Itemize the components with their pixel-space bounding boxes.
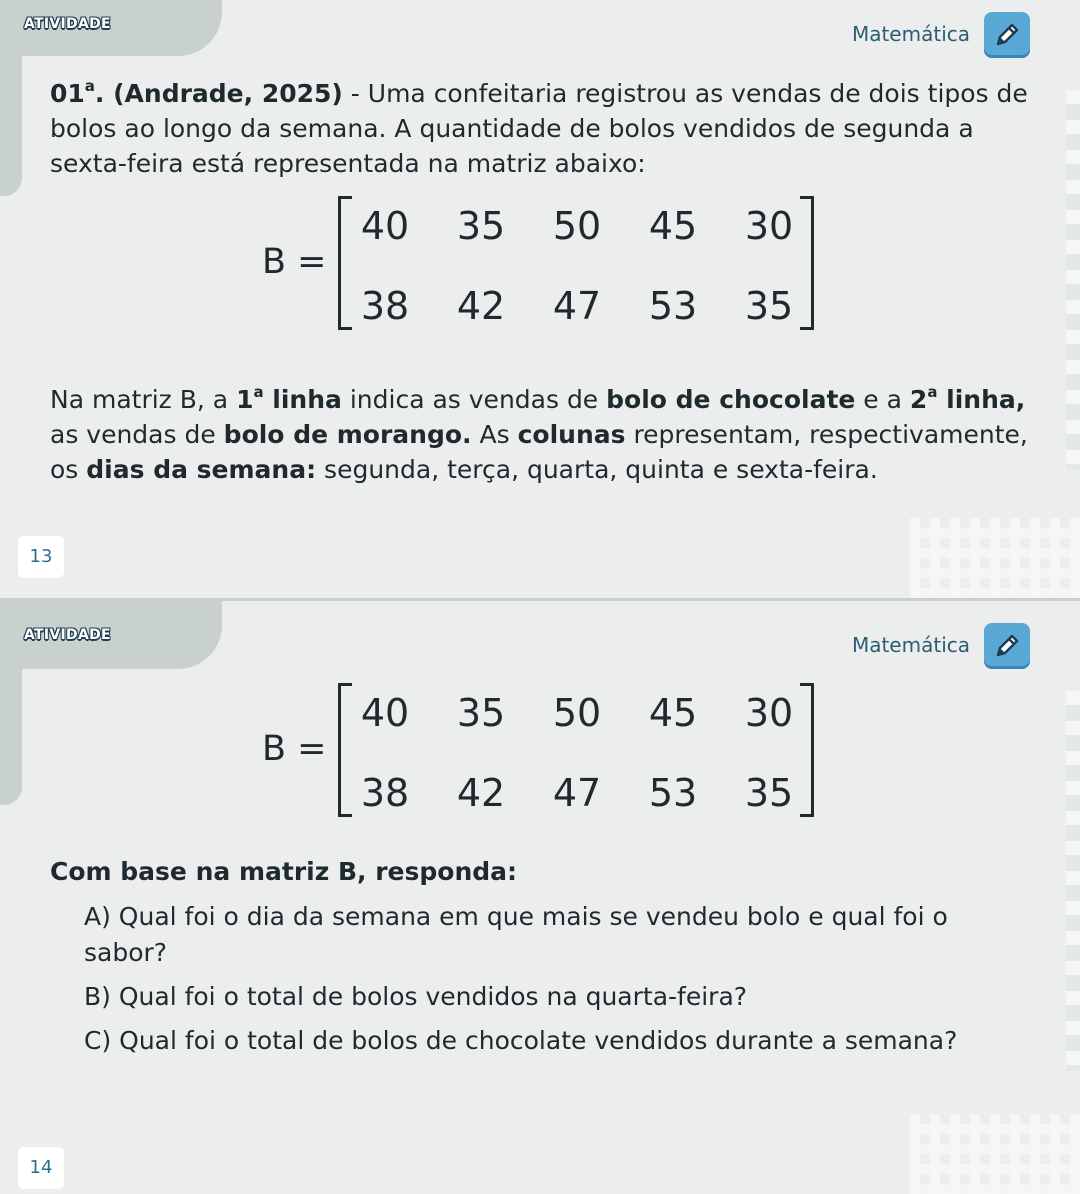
intro-paragraph: 01$^a$. (Andrade, 2025) - Uma confeitaria registrou as vendas de dois tipos de bolos ao longo da semana. A quantidade de bolos vendidos de segunda a sexta-feira está representada na matriz abaixo: (50, 77, 1028, 178)
edit-button[interactable] (984, 12, 1030, 58)
left-decoration (0, 56, 22, 196)
subject-label: Matemática (851, 22, 970, 46)
matrix-cell: 35 (744, 284, 794, 328)
matrix-label: B = (262, 729, 327, 769)
matrix-description: Na matriz B, a 1$^a$ linha indica as vendas de bolo de chocolate e a 2$^a$ linha, as vendas de bolo de morango. As colunas representam, respectivamente, os dias da semana: segunda, terça, quarta, quinta e sexta-feira. (50, 383, 1028, 484)
matrix-cell: 42 (456, 284, 506, 328)
pixel-art-decoration (910, 1114, 1080, 1194)
matrix-cell: 47 (552, 771, 602, 815)
matrix-cell: 35 (456, 691, 506, 735)
matrix-cell: 42 (456, 771, 506, 815)
matrix-b (262, 683, 822, 823)
matrix-cell: 53 (648, 284, 698, 328)
left-decoration (0, 669, 22, 805)
subject-label: Matemática (851, 633, 970, 657)
matrix-cell: 40 (360, 691, 410, 735)
matrix-cell: 50 (552, 691, 602, 735)
matrix-cell: 30 (744, 204, 794, 248)
matrix-cell: 40 (360, 204, 410, 248)
question-a: A) Qual foi o dia da semana em que mais se vendeu bolo e qual foi o sabor? (84, 902, 948, 967)
pencil-icon (991, 19, 1023, 51)
matrix-b (262, 196, 822, 336)
matrix-cell: 45 (648, 691, 698, 735)
matrix-cell: 38 (360, 284, 410, 328)
page-number: 14 (18, 1147, 64, 1189)
matrix-cell: 47 (552, 284, 602, 328)
page-number: 13 (18, 536, 64, 578)
activity-badge: ATIVIDADE (24, 627, 111, 643)
matrix-cell: 45 (648, 204, 698, 248)
matrix-cell: 50 (552, 204, 602, 248)
matrix-cell: 53 (648, 771, 698, 815)
matrix-cell: 35 (744, 771, 794, 815)
pixel-art-decoration (910, 518, 1080, 598)
question-c: C) Qual foi o total de bolos de chocolate vendidos durante a semana? (84, 1026, 958, 1055)
question-b: B) Qual foi o total de bolos vendidos na quarta-feira? (84, 982, 748, 1011)
matrix-cell: 35 (456, 204, 506, 248)
edit-button[interactable] (984, 623, 1030, 669)
pencil-icon (991, 630, 1023, 662)
right-pixel-decoration (1066, 90, 1080, 470)
activity-badge: ATIVIDADE (24, 16, 111, 32)
right-pixel-decoration (1066, 691, 1080, 1071)
matrix-label: B = (262, 242, 327, 282)
matrix-cell: 38 (360, 771, 410, 815)
slide-14 (0, 601, 1080, 1194)
questions-heading: Com base na matriz B, responda: (50, 857, 518, 886)
matrix-cell: 30 (744, 691, 794, 735)
